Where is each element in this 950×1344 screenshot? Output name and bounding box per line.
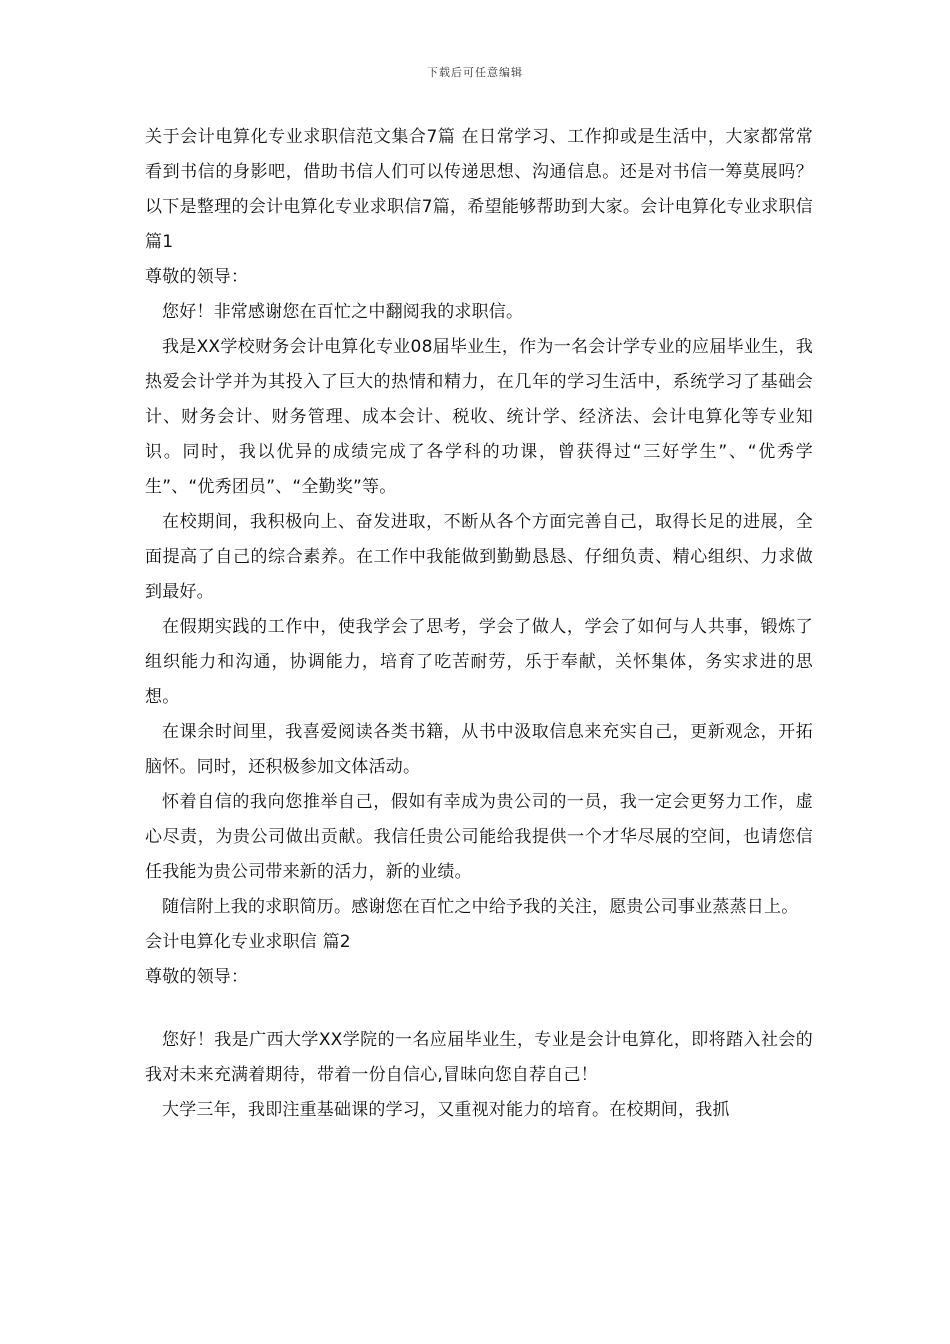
document-body	[145, 120, 813, 1128]
body-paragraph: 怀着自信的我向您推举自己，假如有幸成为贵公司的一员，我一定会更努力工作，虚心尽责，为贵公司做出贡献。我信任贵公司能给我提供一个才华尽展的空间，也请您信任我能为贵公司带来新的活力，新的业绩。	[145, 792, 813, 882]
body-paragraph: 我是XX学校财务会计电算化专业08届毕业生，作为一名会计学专业的应届毕业生，我热爱会计学并为其投入了巨大的热情和精力，在几年的学习生活中，系统学习了基础会计、财务会计、财务管理、成本会计、税收、统计学、经济法、会计电算化等专业知识。同时，我以优异的成绩完成了各学科的功课，曾获得过“三好学生”、“优秀学生”、“优秀团员”、“全勤奖”等。	[145, 337, 813, 497]
body-paragraph: 大学三年，我即注重基础课的学习，又重视对能力的培育。在校期间，我抓	[162, 1100, 730, 1120]
page-header: 下载后可任意编辑	[427, 66, 523, 79]
salutation: 尊敬的领导：	[145, 967, 249, 987]
intro-paragraph: 关于会计电算化专业求职信范文集合7篇 在日常学习、工作抑或是生活中，大家都常常看到书信的身影吧，借助书信人们可以传递思想、沟通信息。还是对书信一筹莫展吗？以下是整理的会计电算化专业求职信7篇，希望能够帮助到大家。会计电算化专业求职信 篇1	[145, 127, 813, 252]
body-paragraph: 在假期实践的工作中，使我学会了思考，学会了做人，学会了如何与人共事，锻炼了组织能力和沟通，协调能力，培育了吃苦耐劳，乐于奉献，关怀集体，务实求进的思想。	[145, 617, 813, 707]
closing-paragraph: 随信附上我的求职简历。感谢您在百忙之中给予我的关注，愿贵公司事业蒸蒸日上。	[162, 897, 799, 917]
greeting-paragraph: 您好！非常感谢您在百忙之中翻阅我的求职信。	[162, 302, 524, 322]
greeting-paragraph: 您好！我是广西大学XX学院的一名应届毕业生，专业是会计电算化，即将踏入社会的我对未来充满着期待，带着一份自信心,冒昧向您自荐自己！	[145, 1030, 813, 1085]
paragraph-spacer	[145, 995, 813, 1023]
body-paragraph: 在课余时间里，我喜爱阅读各类书籍，从书中汲取信息来充实自己，更新观念，开拓脑怀。同时，还积极参加文体活动。	[145, 722, 813, 777]
body-paragraph: 在校期间，我积极向上、奋发进取，不断从各个方面完善自己，取得长足的进展，全面提高了自己的综合素养。在工作中我能做到勤勤恳恳、仔细负责、精心组织、力求做到最好。	[145, 512, 813, 602]
salutation: 尊敬的领导：	[145, 267, 249, 287]
section-heading: 会计电算化专业求职信 篇2	[145, 932, 351, 952]
